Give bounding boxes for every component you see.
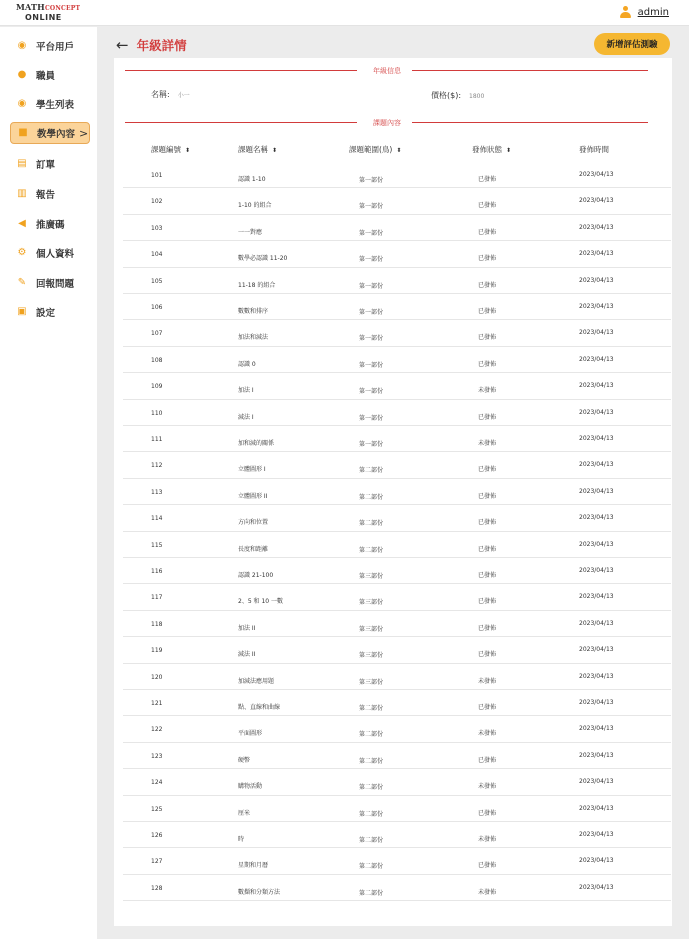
cell-lesson-id: 110	[151, 409, 163, 417]
section-divider	[412, 122, 648, 123]
cell-lesson-range: 第二部份	[359, 520, 384, 528]
logo-text-concept: CONCEPT	[44, 5, 81, 12]
report-chart-icon: ▥	[17, 188, 27, 199]
grade-price-field	[431, 90, 484, 101]
cell-publish-status: 已發佈	[478, 651, 497, 659]
cell-publish-date: 2023/04/13	[579, 857, 614, 865]
cell-publish-status: 已發佈	[478, 228, 497, 236]
cell-publish-status: 已發佈	[478, 545, 497, 553]
logo-text-math: MATH	[16, 2, 45, 12]
cell-lesson-range: 第三部份	[359, 625, 384, 633]
section-divider	[125, 70, 357, 71]
cell-publish-date: 2023/04/13	[579, 329, 614, 337]
cell-lesson-name: 長度和距離	[238, 545, 269, 553]
sort-icon[interactable]: ⬍	[506, 147, 512, 154]
cell-publish-date: 2023/04/13	[579, 778, 614, 786]
sort-icon[interactable]: ⬍	[396, 147, 402, 154]
grade-price-label: 價格($):	[431, 91, 462, 100]
column-header-label: 課題範圍(鳥)	[349, 145, 393, 154]
cell-lesson-name: 11-18 的組合	[238, 281, 276, 289]
cell-lesson-name: 認識 0	[238, 360, 256, 368]
cell-publish-status: 已發佈	[478, 492, 497, 500]
cell-lesson-id: 125	[151, 805, 163, 813]
table-row[interactable]	[123, 347, 671, 373]
cell-lesson-range: 第二部份	[359, 810, 384, 818]
cell-publish-status: 已發佈	[478, 255, 497, 263]
table-row[interactable]	[123, 373, 671, 399]
cell-lesson-id: 111	[151, 436, 163, 443]
cell-lesson-range: 第一部份	[359, 388, 384, 396]
cell-publish-status: 未發佈	[478, 440, 497, 447]
report-issue-icon: ✎	[17, 277, 27, 288]
cell-lesson-range: 第二部份	[359, 784, 384, 792]
table-row[interactable]	[123, 162, 671, 188]
cell-lesson-id: 103	[151, 224, 163, 232]
sidebar-item-settings[interactable]	[10, 301, 90, 323]
cell-publish-date: 2023/04/13	[579, 276, 614, 284]
table-row[interactable]	[123, 584, 671, 610]
sidebar	[0, 27, 97, 939]
cell-lesson-name: 立體圖形 I	[238, 466, 266, 474]
cell-lesson-range: 第一部份	[359, 203, 384, 211]
cell-publish-date: 2023/04/13	[579, 883, 614, 891]
table-row[interactable]	[123, 294, 671, 320]
cell-lesson-id: 109	[151, 383, 163, 391]
cell-publish-status: 已發佈	[478, 334, 497, 342]
top-bar	[0, 0, 689, 26]
teaching-content-icon: ■	[18, 127, 28, 138]
cell-publish-date: 2023/04/13	[579, 567, 614, 574]
cell-lesson-range: 第二部份	[359, 757, 384, 765]
cell-publish-date: 2023/04/13	[579, 646, 614, 654]
staff-icon: ●	[17, 69, 27, 80]
cell-lesson-range: 第一部份	[359, 361, 384, 369]
cell-lesson-id: 114	[151, 515, 163, 523]
cell-lesson-name: 1-10 的組合	[238, 202, 272, 210]
cell-publish-status: 已發佈	[478, 176, 497, 183]
sidebar-item-label: 個人資料	[36, 249, 75, 260]
cell-publish-status: 已發佈	[478, 598, 497, 606]
cell-publish-status: 已發佈	[478, 466, 497, 474]
cell-lesson-id: 116	[151, 568, 163, 575]
username-link[interactable]: admin	[637, 6, 669, 18]
sidebar-item-report-issue[interactable]	[10, 272, 90, 294]
cell-lesson-name: 點、直線和曲線	[238, 704, 281, 711]
column-header-label: 發佈狀態	[472, 145, 502, 154]
cell-lesson-range: 第一部份	[359, 256, 384, 264]
table-row[interactable]	[123, 796, 671, 822]
sidebar-item-label: 報告	[36, 190, 56, 201]
table-row[interactable]	[123, 452, 671, 478]
cell-lesson-range: 第一部份	[359, 282, 384, 290]
cell-publish-date: 2023/04/13	[579, 223, 614, 231]
cell-lesson-name: 數擷和分類方法	[238, 888, 281, 896]
cell-publish-date: 2023/04/13	[579, 672, 614, 680]
sort-icon[interactable]: ⬍	[185, 147, 191, 154]
section-divider	[412, 70, 648, 71]
table-row[interactable]	[123, 188, 671, 214]
cell-lesson-range: 第一部份	[359, 335, 384, 343]
table-row[interactable]	[123, 611, 671, 637]
cell-lesson-name: 加法 II	[238, 624, 256, 632]
cell-publish-date: 2023/04/13	[579, 355, 614, 363]
user-menu[interactable]	[620, 6, 669, 18]
cell-lesson-id: 112	[151, 462, 163, 470]
cell-lesson-id: 102	[151, 198, 163, 206]
table-row[interactable]	[123, 215, 671, 241]
sort-icon[interactable]: ⬍	[272, 147, 278, 154]
cell-lesson-name: 時	[238, 836, 245, 843]
cell-lesson-name: 2、5 和 10 一數	[238, 598, 283, 606]
users-group-icon: ◉	[17, 40, 27, 51]
cell-publish-status: 已發佈	[478, 862, 497, 870]
cell-publish-status: 已發佈	[478, 756, 497, 764]
cell-lesson-range: 第三部份	[359, 599, 384, 607]
cell-lesson-range: 第一部份	[359, 309, 384, 316]
cell-publish-status: 已發佈	[478, 519, 497, 527]
cell-lesson-range: 第三部份	[359, 652, 384, 660]
sidebar-item-profile[interactable]	[10, 242, 90, 264]
cell-lesson-id: 117	[151, 594, 163, 602]
cell-publish-date: 2023/04/13	[579, 487, 614, 495]
cell-lesson-id: 128	[151, 884, 163, 892]
cell-lesson-id: 123	[151, 752, 163, 760]
column-header-name[interactable]	[238, 144, 277, 155]
sidebar-item-label: 平台用戶	[36, 42, 75, 53]
cell-lesson-range: 第二部份	[359, 493, 384, 501]
table-row[interactable]	[123, 241, 671, 267]
cell-lesson-name: 厘米	[238, 809, 251, 817]
cell-lesson-range: 第二部份	[359, 705, 384, 712]
orders-icon: ▤	[17, 158, 27, 169]
cell-publish-status: 未發佈	[478, 387, 497, 395]
cell-lesson-range: 第二部份	[359, 837, 384, 844]
cell-lesson-id: 113	[151, 488, 163, 496]
students-icon: ◉	[17, 98, 27, 109]
cell-lesson-range: 第一部份	[359, 414, 384, 422]
cell-publish-date: 2023/04/13	[579, 408, 614, 416]
cell-lesson-id: 122	[151, 726, 163, 734]
cell-publish-status: 已發佈	[478, 413, 497, 421]
cell-lesson-name: 加法 I	[238, 387, 254, 395]
cell-lesson-name: 加和減的關係	[238, 440, 275, 447]
table-row[interactable]	[123, 505, 671, 531]
cell-lesson-id: 106	[151, 304, 163, 311]
cell-lesson-range: 第一部份	[359, 441, 384, 448]
cell-lesson-range: 第一部份	[359, 177, 384, 184]
cell-lesson-name: 加法和減法	[238, 334, 269, 342]
cell-publish-date: 2023/04/13	[579, 461, 614, 469]
cell-publish-status: 未發佈	[478, 783, 497, 791]
promo-speaker-icon: ◀	[18, 218, 26, 229]
cell-lesson-id: 120	[151, 673, 163, 681]
sidebar-item-label: 推廣碼	[36, 220, 65, 231]
table-row[interactable]	[123, 426, 671, 452]
cell-publish-status: 已發佈	[478, 202, 497, 210]
cell-publish-date: 2023/04/13	[579, 751, 614, 759]
cell-lesson-name: 星期和月曆	[238, 862, 269, 870]
logo-text-online: ONLINE	[25, 13, 62, 22]
cell-lesson-id: 124	[151, 779, 163, 787]
cell-publish-status: 已發佈	[478, 308, 497, 315]
cell-lesson-name: 加減法應用題	[238, 677, 275, 685]
grade-info-section-label: 年級信息	[373, 67, 401, 75]
cell-publish-status: 已發佈	[478, 809, 497, 817]
sidebar-item-platform-users[interactable]	[10, 35, 90, 57]
grade-name-value: 小一	[177, 92, 190, 99]
cell-publish-status: 未發佈	[478, 836, 497, 843]
profile-gear-icon: ⚙	[17, 247, 27, 258]
cell-publish-status: 已發佈	[478, 360, 497, 368]
cell-publish-date: 2023/04/13	[579, 514, 614, 522]
table-row[interactable]	[123, 400, 671, 426]
cell-lesson-id: 126	[151, 832, 163, 839]
lessons-section-label: 課題內容	[373, 119, 401, 127]
table-row[interactable]	[123, 875, 671, 901]
cell-lesson-id: 101	[151, 172, 163, 179]
add-assessment-button[interactable]: 新增評估測驗	[594, 33, 670, 55]
page-title: 年級詳情	[136, 38, 187, 53]
sidebar-item-label: 學生列表	[36, 100, 75, 111]
cell-lesson-name: 數數和排序	[238, 308, 269, 315]
cell-publish-date: 2023/04/13	[579, 725, 614, 733]
cell-lesson-id: 104	[151, 251, 163, 259]
cell-publish-date: 2023/04/13	[579, 593, 614, 601]
cell-publish-date: 2023/04/13	[579, 619, 614, 627]
column-header-label: 課題名稱	[238, 145, 268, 154]
cell-lesson-id: 105	[151, 277, 163, 285]
cell-lesson-name: 數學必認識 11-20	[238, 255, 288, 263]
cell-lesson-name: 平面圖形	[238, 730, 263, 738]
page-header	[116, 36, 187, 54]
back-arrow-icon[interactable]: ←	[116, 36, 129, 54]
cell-lesson-range: 第二部份	[359, 467, 384, 475]
cell-publish-date: 2023/04/13	[579, 171, 614, 178]
grade-name-label: 名稱:	[151, 90, 170, 99]
cell-publish-date: 2023/04/13	[579, 197, 614, 205]
table-row[interactable]	[123, 320, 671, 346]
sidebar-item-label: 職員	[36, 71, 56, 82]
cell-lesson-id: 108	[151, 356, 163, 364]
cell-publish-status: 已發佈	[478, 704, 497, 711]
cell-lesson-range: 第二部份	[359, 546, 384, 554]
cell-publish-status: 未發佈	[478, 888, 497, 896]
sidebar-item-label: 設定	[36, 308, 56, 319]
cell-lesson-range: 第三部份	[359, 678, 384, 686]
table-row[interactable]	[123, 690, 671, 716]
cell-lesson-range: 第二部份	[359, 731, 384, 739]
sidebar-item-staff[interactable]	[10, 64, 90, 86]
cell-lesson-name: 購物活動	[238, 783, 263, 791]
cell-lesson-name: 硬幣	[238, 756, 251, 764]
sidebar-item-report[interactable]	[10, 183, 90, 205]
cell-lesson-name: 一一對應	[238, 228, 263, 236]
chevron-right-icon: >	[79, 126, 89, 140]
cell-publish-date: 2023/04/13	[579, 250, 614, 258]
cell-lesson-name: 減法 II	[238, 651, 256, 659]
user-icon	[620, 6, 631, 18]
cell-publish-date: 2023/04/13	[579, 382, 614, 390]
column-header-label: 課題編號	[151, 145, 181, 154]
column-header-status[interactable]	[472, 144, 511, 155]
cell-publish-status: 已發佈	[478, 572, 497, 579]
cell-lesson-id: 115	[151, 541, 163, 549]
cell-lesson-name: 認識 21-100	[238, 572, 274, 579]
cell-publish-date: 2023/04/13	[579, 804, 614, 812]
table-row[interactable]	[123, 716, 671, 742]
sidebar-item-orders[interactable]	[10, 153, 90, 175]
cell-lesson-range: 第一部份	[359, 229, 384, 237]
cell-publish-date: 2023/04/13	[579, 540, 614, 548]
table-row[interactable]	[123, 637, 671, 663]
cell-lesson-range: 第二部份	[359, 889, 384, 897]
column-header-date	[579, 144, 609, 155]
cell-lesson-range: 第三部份	[359, 573, 384, 580]
column-header-label: 發佈時間	[579, 145, 609, 154]
sidebar-item-teaching-content[interactable]	[10, 122, 90, 144]
cell-lesson-id: 121	[151, 700, 163, 707]
table-row[interactable]	[123, 769, 671, 795]
sidebar-item-promo-code[interactable]	[10, 213, 90, 235]
cell-lesson-id: 119	[151, 647, 163, 655]
cell-publish-status: 未發佈	[478, 730, 497, 738]
table-row[interactable]	[123, 479, 671, 505]
cell-lesson-name: 認識 1-10	[238, 176, 266, 183]
table-row[interactable]	[123, 558, 671, 584]
cell-lesson-id: 107	[151, 330, 163, 338]
cell-publish-date: 2023/04/13	[579, 303, 614, 310]
section-divider	[125, 122, 357, 123]
sidebar-item-label: 回報問題	[36, 279, 75, 290]
cell-lesson-id: 127	[151, 858, 163, 866]
sidebar-item-students[interactable]	[10, 93, 90, 115]
table-row[interactable]	[123, 268, 671, 294]
cell-publish-date: 2023/04/13	[579, 435, 614, 442]
column-header-id[interactable]	[151, 144, 190, 155]
column-header-range[interactable]	[349, 144, 401, 155]
sidebar-item-label: 教學內容	[37, 129, 76, 140]
cell-lesson-range: 第二部份	[359, 863, 384, 871]
cell-lesson-id: 118	[151, 620, 163, 628]
grade-name-field	[151, 89, 190, 100]
cell-publish-date: 2023/04/13	[579, 831, 614, 838]
app-logo[interactable]	[16, 3, 80, 22]
table-row[interactable]	[123, 822, 671, 848]
table-row[interactable]	[123, 848, 671, 874]
sidebar-item-label: 訂單	[36, 160, 56, 171]
cell-lesson-name: 減法 I	[238, 413, 254, 421]
cell-publish-status: 已發佈	[478, 624, 497, 632]
settings-icon: ▣	[17, 306, 27, 317]
cell-publish-date: 2023/04/13	[579, 699, 614, 706]
cell-lesson-name: 方向和位置	[238, 519, 269, 527]
cell-lesson-name: 立體圖形 II	[238, 492, 268, 500]
table-row[interactable]	[123, 664, 671, 690]
grade-price-value: 1800	[469, 93, 485, 100]
table-row[interactable]	[123, 743, 671, 769]
cell-publish-status: 已發佈	[478, 281, 497, 289]
cell-publish-status: 未發佈	[478, 677, 497, 685]
table-row[interactable]	[123, 532, 671, 558]
